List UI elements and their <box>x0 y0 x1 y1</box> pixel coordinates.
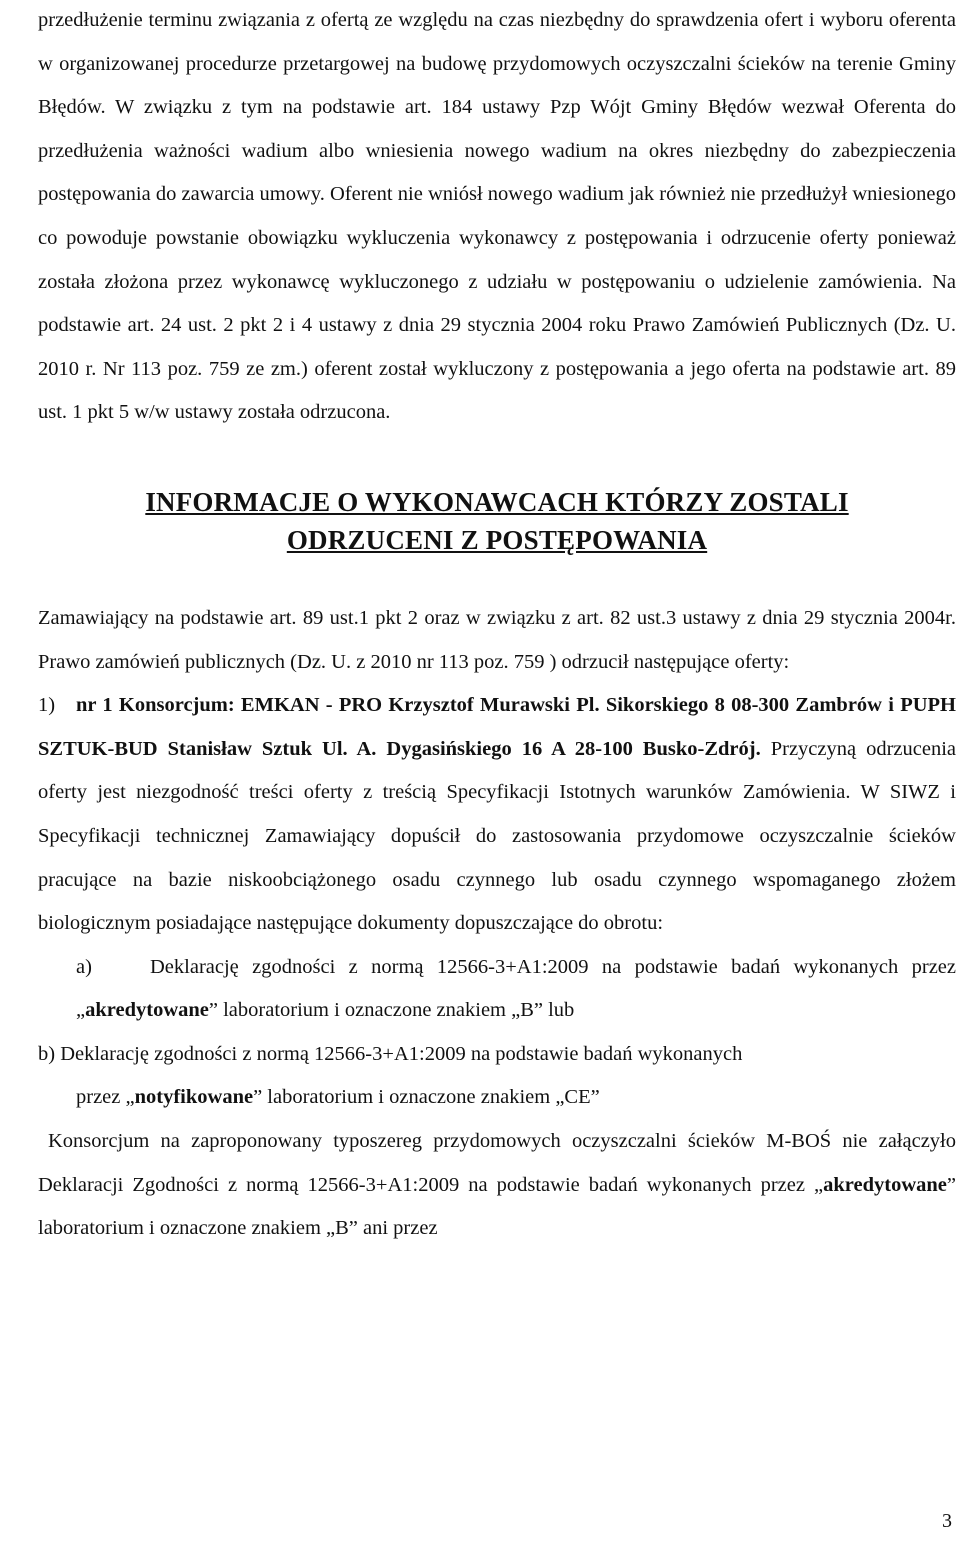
paragraph-intro: przedłużenie terminu związania z ofertą ze względu na czas niezbędny do sprawdzenia ofert i wyboru oferenta w organizowanej procedurze przetargowej na budowę przydomowych oczyszczalni ścieków na terenie Gminy Błędów. W związku z tym na podstawie art. 184 ustawy Pzp Wójt Gminy Błędów wezwał Oferenta do przedłużenia ważności wadium albo wniesienia nowego wadium na okres niezbędny do zabezpieczenia postępowania do zawarcia umowy. Oferent nie wniósł nowego wadium jak również nie przedłużył wniesionego co powoduje powstanie obowiązku wykluczenia wykonawcy z postępowania i odrzucenie oferty ponieważ została złożona przez wykonawcę wykluczonego z udziału w postępowaniu o udzielenie zamówienia. Na podstawie art. 24 ust. 2 pkt 2 i 4 ustawy z dnia 29 stycznia 2004 roku Prawo Zamówień Publicznych (Dz. U. 2010 r. Nr 113 poz. 759 ze zm.) oferent został wykluczony z postępowania a jego oferta na podstawie art. 89 ust. 1 pkt 5 w/w ustawy została odrzucona. <box>38 9 956 424</box>
requirement-a-label: a) <box>76 955 92 978</box>
requirement-a-text-end: ” laboratorium i oznaczone znakiem „B” lub <box>208 999 575 1022</box>
heading-line-2: ODRZUCENI Z POSTĘPOWANIA <box>286 524 708 555</box>
requirement-a-emphasis: akredytowane <box>85 999 209 1022</box>
requirement-a <box>38 946 956 1033</box>
requirement-b <box>38 1033 956 1120</box>
requirement-b-continuation <box>38 1076 956 1120</box>
section-heading <box>38 483 956 559</box>
heading-line-1: INFORMACJE O WYKONAWCACH KTÓRZY ZOSTALI <box>145 486 849 517</box>
paragraph-consortium <box>38 1120 956 1251</box>
paragraph-decision: Zamawiający na podstawie art. 89 ust.1 pkt 2 oraz w związku z art. 82 ust.3 ustawy z dnia 29 stycznia 2004r. Prawo zamówień publicznych (Dz. U. z 2010 nr 113 poz. 759 ) odrzucił następujące oferty: <box>38 606 956 673</box>
rejected-offer-item <box>38 684 956 946</box>
consortium-text: Konsorcjum na zaproponowany typoszereg przydomowych oczyszczalni ścieków M-BOŚ nie załączyło Deklaracji Zgodności z normą 12566-3+A1:2009 na podstawie badań wykonanych przez „ <box>38 1130 956 1196</box>
requirement-b-text-end: ” laboratorium i oznaczone znakiem „CE” <box>253 1086 600 1109</box>
page-number: 3 <box>942 1510 952 1532</box>
requirement-a-text: Deklarację zgodności z normą 12566-3+A1:2009 na podstawie badań wykonanych przez „ <box>76 955 956 1022</box>
requirement-b-text: Deklarację zgodności z normą 12566-3+A1:2009 na podstawie badań wykonanych <box>55 1042 743 1065</box>
consortium-text-end: ” laboratorium i oznaczone znakiem „B” ani przez <box>38 1173 956 1240</box>
requirement-b-emphasis: notyfikowane <box>134 1086 254 1109</box>
consortium-emphasis: akredytowane <box>823 1173 947 1196</box>
document-page <box>38 0 956 1251</box>
item-number: 1) <box>38 694 56 717</box>
offer-identification: nr 1 Konsorcjum: EMKAN - PRO Krzysztof Murawski Pl. Sikorskiego 8 08-300 Zambrów i PUPH SZTUK-BUD Stanisław Sztuk Ul. A. Dygasińskiego 16 A 28-100 Busko-Zdrój. <box>38 694 956 760</box>
requirement-b-text-2: przez „ <box>76 1086 135 1109</box>
requirement-b-label: b) <box>38 1042 56 1065</box>
rejection-reason: Przyczyną odrzucenia oferty jest niezgodność treści oferty z treścią Specyfikacji Istotnych warunków Zamówienia. W SIWZ i Specyfikacji technicznej Zamawiający dopuścił do zastosowania przydomowe oczyszczalnie ścieków pracujące na bazie niskoobciążonego osadu czynnego lub osadu czynnego wspomaganego złożem biologicznym posiadające następujące dokumenty dopuszczające do obrotu: <box>38 737 956 935</box>
